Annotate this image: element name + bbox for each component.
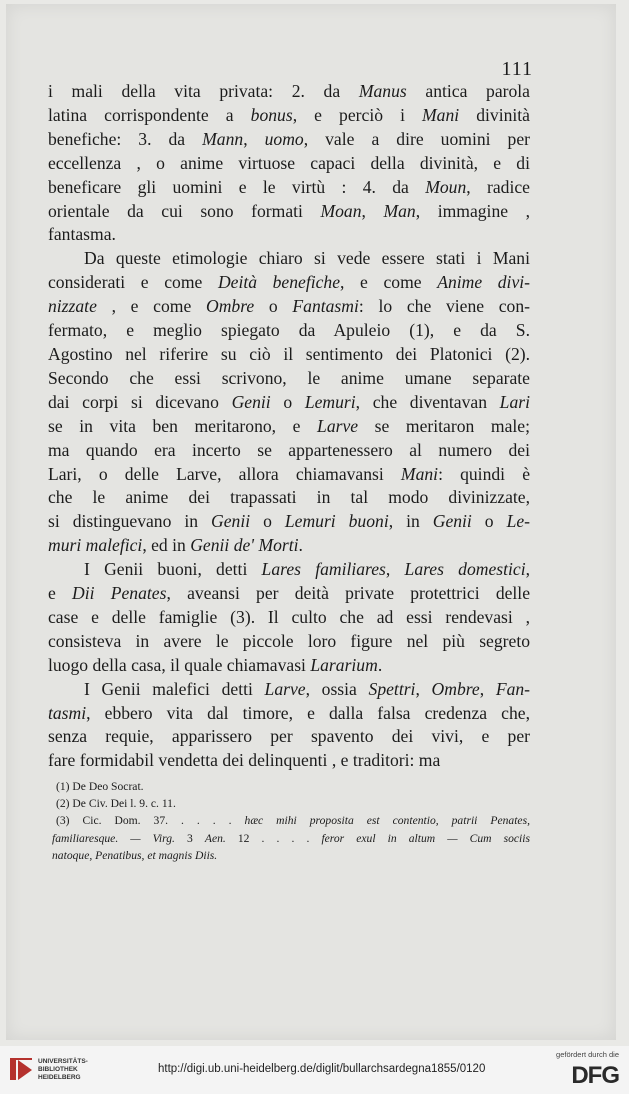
footnotes xyxy=(52,778,530,864)
text-line: case e delle famiglie (3). Il culto che ad essi rendevasi , xyxy=(48,606,530,627)
viewer-footer xyxy=(0,1046,629,1094)
text-line: tasmi, ebbero vita dal timore, e dalla falsa credenza che, xyxy=(48,702,530,723)
text-line: Secondo che essi scrivono, le anime umane separate xyxy=(48,367,530,388)
text-line: eccellenza , o anime virtuose capaci della divinità, e di xyxy=(48,152,530,173)
footnote-line: (2) De Civ. Dei l. 9. c. 11. xyxy=(56,797,176,811)
text-line: nizzate , e come Ombre o Fantasmi: lo che viene con- xyxy=(48,296,531,317)
text-line: considerati e come Deità benefiche, e come Anime divi- xyxy=(48,272,531,293)
library-logo-icon xyxy=(8,1056,34,1084)
text-line: se in vita ben meritarono, e Larve se meritaron male; xyxy=(48,415,530,436)
text-line: dai corpi si dicevano Genii o Lemuri, che diventavan Lari xyxy=(48,391,530,412)
footnote-line: (1) De Deo Socrat. xyxy=(56,780,144,793)
text-line: fare formidabil vendetta dei delinquenti , e traditori: ma xyxy=(48,750,441,771)
text-line: fantasma. xyxy=(48,224,116,245)
permalink-url[interactable]: http://digi.ub.uni-heidelberg.de/diglit/bullarchsardegna1855/0120 xyxy=(158,1063,486,1075)
text-line: I Genii buoni, detti Lares familiares, Lares domestici, xyxy=(84,559,531,580)
text-line: muri malefici, ed in Genii de' Morti. xyxy=(48,535,303,556)
text-line: I Genii malefici detti Larve, ossia Spettri, Ombre, Fan- xyxy=(84,678,531,699)
text-line: Agostino nel riferire su ciò il sentimento dei Platonici (2). xyxy=(48,343,530,364)
library-name-line: UNIVERSITÄTS- xyxy=(38,1058,88,1065)
dfg-logo: DFG xyxy=(571,1062,619,1089)
library-name xyxy=(38,1058,88,1082)
body-text xyxy=(48,80,530,773)
text-line: Da queste etimologie chiaro si vede essere stati i Mani xyxy=(84,248,530,269)
dfg-label: gefördert durch die xyxy=(556,1050,619,1059)
text-line: orientale da cui sono formati Moan, Man, immagine , xyxy=(48,200,531,221)
library-name-line: HEIDELBERG xyxy=(38,1074,81,1081)
footnote-line: (3) Cic. Dom. 37. . . . . hæc mihi proposita est contentio, patrii Penates, xyxy=(56,814,530,828)
text-line: Lari, o delle Larve, allora chiamavansi Mani: quindi è xyxy=(48,463,530,484)
library-name-line: BIBLIOTHEK xyxy=(38,1066,78,1073)
text-line: che le anime dei trapassati in tal modo divinizzate, xyxy=(48,487,530,508)
text-line: ma quando era incerto se appartenessero al numero dei xyxy=(48,439,530,460)
text-line: consisteva in avere le piccole loro figure nel più segreto xyxy=(48,630,530,651)
text-line: i mali della vita privata: 2. da Manus antica parola xyxy=(48,81,530,101)
footnote-line: natoque, Penatibus, et magnis Diis. xyxy=(52,848,218,862)
text-line: fermato, e meglio spiegato da Apuleio (1), e da S. xyxy=(48,320,530,341)
text-line: beneficare gli uomini e le virtù : 4. da Moun, radice xyxy=(48,176,530,197)
text-line: benefiche: 3. da Mann, uomo, vale a dire uomini per xyxy=(48,128,531,149)
text-line: luogo della casa, il quale chiamavasi Lararium. xyxy=(48,654,383,675)
text-line: si distinguevano in Genii o Lemuri buoni, in Genii o Le- xyxy=(48,511,531,532)
text-line: latina corrispondente a bonus, e perciò i Mani divinità xyxy=(48,104,530,125)
text-line: e Dii Penates, aveansi per deità private protettrici delle xyxy=(48,583,531,604)
text-line: senza requie, apparissero per spavento dei vivi, e per xyxy=(48,726,530,747)
page-number: 111 xyxy=(501,58,533,80)
footnote-line: familiaresque. — Virg. 3 Aen. 12 . . . . feror exul in altum — Cum sociis xyxy=(52,831,530,845)
